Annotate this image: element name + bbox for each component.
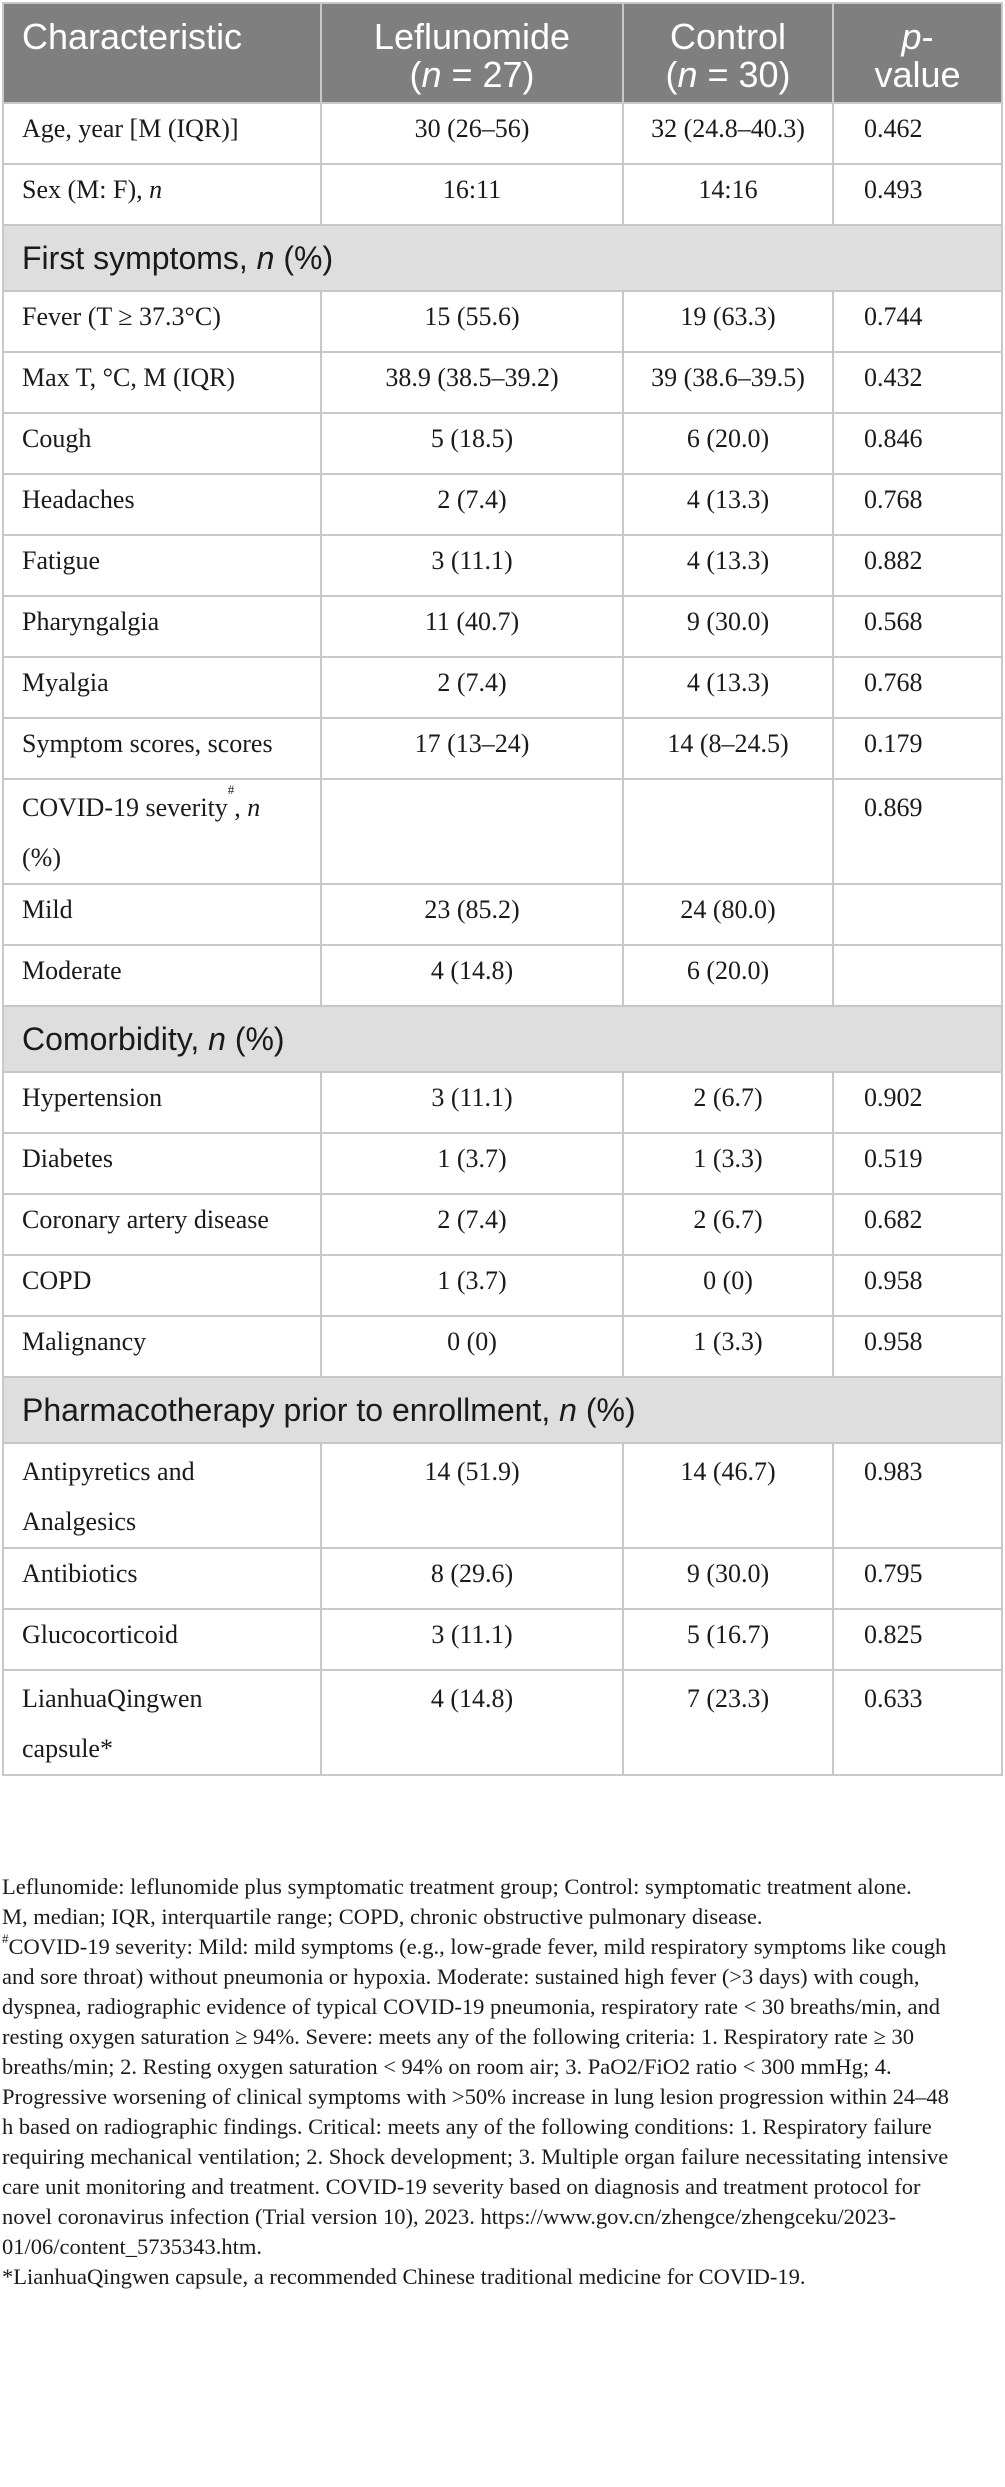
row-label: Max T, °C, M (IQR) bbox=[3, 352, 321, 413]
table-row bbox=[3, 1255, 1002, 1316]
row-label: Pharyngalgia bbox=[3, 596, 321, 657]
control-value: 14:16 bbox=[623, 164, 833, 225]
leflunomide-value: 30 (26–56) bbox=[321, 103, 623, 164]
p-value: 0.958 bbox=[833, 1316, 1002, 1377]
control-value: 0 (0) bbox=[623, 1255, 833, 1316]
header-control-count: = 30) bbox=[697, 54, 791, 95]
row-label: Glucocorticoid bbox=[3, 1609, 321, 1670]
header-leflunomide-n: n bbox=[421, 54, 442, 95]
control-value: 32 (24.8–40.3) bbox=[623, 103, 833, 164]
leflunomide-value: 3 (11.1) bbox=[321, 1609, 623, 1670]
header-control-open: ( bbox=[665, 54, 678, 95]
p-value bbox=[833, 945, 1002, 1006]
row-label: Antibiotics bbox=[3, 1548, 321, 1609]
leflunomide-value: 1 (3.7) bbox=[321, 1133, 623, 1194]
row-label: Myalgia bbox=[3, 657, 321, 718]
section-title bbox=[3, 225, 1002, 291]
table-row bbox=[3, 945, 1002, 1006]
p-value: 0.902 bbox=[833, 1072, 1002, 1133]
row-label bbox=[3, 164, 321, 225]
leflunomide-value: 3 (11.1) bbox=[321, 1072, 623, 1133]
row-label-text: Sex (M: F), bbox=[22, 175, 150, 204]
control-value: 2 (6.7) bbox=[623, 1194, 833, 1255]
table-row-severity bbox=[3, 779, 1002, 884]
table-footnotes bbox=[2, 1872, 962, 2292]
p-value: 0.744 bbox=[833, 291, 1002, 352]
header-control-title: Control bbox=[669, 16, 787, 57]
header-p: p bbox=[901, 16, 922, 57]
p-value: 0.682 bbox=[833, 1194, 1002, 1255]
table-row bbox=[3, 1609, 1002, 1670]
control-value: 5 (16.7) bbox=[623, 1609, 833, 1670]
control-value: 9 (30.0) bbox=[623, 1548, 833, 1609]
section-n: n bbox=[559, 1392, 577, 1428]
row-label: Diabetes bbox=[3, 1133, 321, 1194]
row-label bbox=[3, 779, 321, 884]
table-row bbox=[3, 291, 1002, 352]
p-value: 0.983 bbox=[833, 1443, 1002, 1548]
table-row bbox=[3, 1670, 1002, 1775]
p-value: 0.633 bbox=[833, 1670, 1002, 1775]
control-value: 39 (38.6–39.5) bbox=[623, 352, 833, 413]
leflunomide-value: 17 (13–24) bbox=[321, 718, 623, 779]
control-value: 6 (20.0) bbox=[623, 413, 833, 474]
leflunomide-value: 4 (14.8) bbox=[321, 1670, 623, 1775]
row-label: COPD bbox=[3, 1255, 321, 1316]
table-row bbox=[3, 474, 1002, 535]
p-value: 0.179 bbox=[833, 718, 1002, 779]
control-value: 1 (3.3) bbox=[623, 1133, 833, 1194]
leflunomide-value: 4 (14.8) bbox=[321, 945, 623, 1006]
footnote-severity-mark: # bbox=[2, 1931, 9, 1946]
section-n: n bbox=[256, 240, 275, 276]
table-row bbox=[3, 535, 1002, 596]
section-label: Comorbidity, bbox=[22, 1021, 209, 1057]
header-value: value bbox=[874, 54, 961, 95]
p-value: 0.795 bbox=[833, 1548, 1002, 1609]
section-pct: (%) bbox=[225, 1021, 285, 1057]
control-value: 1 (3.3) bbox=[623, 1316, 833, 1377]
header-leflunomide-open: ( bbox=[409, 54, 422, 95]
table-row bbox=[3, 164, 1002, 225]
severity-label: COVID-19 severity bbox=[22, 793, 228, 822]
control-value: 4 (13.3) bbox=[623, 535, 833, 596]
control-value: 4 (13.3) bbox=[623, 474, 833, 535]
table-row bbox=[3, 1443, 1002, 1548]
control-value: 4 (13.3) bbox=[623, 657, 833, 718]
table-row bbox=[3, 596, 1002, 657]
footnote-lianhua: *LianhuaQingwen capsule, a recommended Chinese traditional medicine for COVID-19. bbox=[2, 2264, 806, 2289]
table-row bbox=[3, 1548, 1002, 1609]
table-row bbox=[3, 657, 1002, 718]
p-value: 0.869 bbox=[833, 779, 1002, 884]
table-row bbox=[3, 1194, 1002, 1255]
row-label: Coronary artery disease bbox=[3, 1194, 321, 1255]
p-value: 0.958 bbox=[833, 1255, 1002, 1316]
row-label: Age, year [M (IQR)] bbox=[3, 103, 321, 164]
p-value: 0.825 bbox=[833, 1609, 1002, 1670]
section-pct: (%) bbox=[274, 240, 334, 276]
table-row bbox=[3, 1072, 1002, 1133]
p-value: 0.493 bbox=[833, 164, 1002, 225]
section-label: First symptoms, bbox=[22, 240, 257, 276]
row-label: Headaches bbox=[3, 474, 321, 535]
footnote-severity bbox=[2, 1932, 962, 2262]
leflunomide-value: 8 (29.6) bbox=[321, 1548, 623, 1609]
row-label-line1: LianhuaQingwen bbox=[22, 1684, 203, 1713]
row-label: Moderate bbox=[3, 945, 321, 1006]
row-label bbox=[3, 1670, 321, 1775]
header-characteristic: Characteristic bbox=[3, 3, 321, 103]
severity-comma: , bbox=[234, 793, 248, 822]
row-label-line2: capsule* bbox=[22, 1734, 113, 1763]
p-value: 0.432 bbox=[833, 352, 1002, 413]
control-value: 9 (30.0) bbox=[623, 596, 833, 657]
p-value: 0.519 bbox=[833, 1133, 1002, 1194]
leflunomide-value: 3 (11.1) bbox=[321, 535, 623, 596]
leflunomide-value: 2 (7.4) bbox=[321, 474, 623, 535]
p-value bbox=[833, 884, 1002, 945]
leflunomide-value: 16:11 bbox=[321, 164, 623, 225]
section-label: Pharmacotherapy prior to enrollment, bbox=[22, 1392, 560, 1428]
table-row bbox=[3, 1316, 1002, 1377]
footnote-severity-text: COVID-19 severity: Mild: mild symptoms (e.g., low-grade fever, mild respiratory symptoms like cough and sore throat) without pneumonia or hypoxia. Moderate: sustained high fever (>3 days) with cough, dyspnea, radiographic evidence of typical COVID-19 pneumonia, respiratory rate < 30 breaths/min, and resting oxygen saturation ≥ 94%. Severe: meets any of the following criteria: 1. Respiratory rate ≥ 30 breaths/min; 2. Resting oxygen saturation < 94% on room air; 3. PaO2/FiO2 ratio < 300 mmHg; 4. Progressive worsening of clinical symptoms with >50% increase in lung lesion progression within 24–48 h based on radiographic findings. Critical: meets any of the following conditions: 1. Respiratory failure requiring mechanical ventilation; 2. Shock development; 3. Multiple organ failure necessitating intensive care unit monitoring and treatment. COVID-19 severity based on diagnosis and treatment protocol for novel coronavirus infection (Trial version 10), 2023. https://www.gov.cn/zhengce/zhengceku/2023-01/06/content_5735343.htm. bbox=[2, 1934, 949, 2259]
header-control bbox=[623, 3, 833, 103]
control-value bbox=[623, 779, 833, 884]
p-value: 0.768 bbox=[833, 657, 1002, 718]
footnote-abbreviations: M, median; IQR, interquartile range; COPD, chronic obstructive pulmonary disease. bbox=[2, 1904, 763, 1929]
header-row bbox=[3, 3, 1002, 103]
row-label: Symptom scores, scores bbox=[3, 718, 321, 779]
leflunomide-value: 5 (18.5) bbox=[321, 413, 623, 474]
p-value: 0.462 bbox=[833, 103, 1002, 164]
leflunomide-value: 11 (40.7) bbox=[321, 596, 623, 657]
section-header-pharmacotherapy bbox=[3, 1377, 1002, 1443]
row-label: Malignancy bbox=[3, 1316, 321, 1377]
header-leflunomide-title: Leflunomide bbox=[373, 16, 571, 57]
baseline-characteristics-table bbox=[2, 2, 1003, 1776]
row-label: Cough bbox=[3, 413, 321, 474]
control-value: 14 (46.7) bbox=[623, 1443, 833, 1548]
table-row bbox=[3, 413, 1002, 474]
leflunomide-value: 2 (7.4) bbox=[321, 1194, 623, 1255]
section-pct: (%) bbox=[576, 1392, 636, 1428]
p-value: 0.768 bbox=[833, 474, 1002, 535]
control-value: 2 (6.7) bbox=[623, 1072, 833, 1133]
table-row bbox=[3, 103, 1002, 164]
row-label: Fatigue bbox=[3, 535, 321, 596]
control-value: 19 (63.3) bbox=[623, 291, 833, 352]
p-value: 0.568 bbox=[833, 596, 1002, 657]
control-value: 24 (80.0) bbox=[623, 884, 833, 945]
leflunomide-value: 2 (7.4) bbox=[321, 657, 623, 718]
section-title bbox=[3, 1377, 1002, 1443]
leflunomide-value: 15 (55.6) bbox=[321, 291, 623, 352]
header-leflunomide bbox=[321, 3, 623, 103]
section-n: n bbox=[208, 1021, 226, 1057]
section-header-comorbidity bbox=[3, 1006, 1002, 1072]
header-control-n: n bbox=[677, 54, 698, 95]
control-value: 14 (8–24.5) bbox=[623, 718, 833, 779]
leflunomide-value: 0 (0) bbox=[321, 1316, 623, 1377]
severity-footnote-mark: # bbox=[227, 782, 235, 797]
row-label-n: n bbox=[149, 175, 163, 204]
row-label: Mild bbox=[3, 884, 321, 945]
section-header-first-symptoms bbox=[3, 225, 1002, 291]
footnote-groups: Leflunomide: leflunomide plus symptomatic treatment group; Control: symptomatic treatment alone. bbox=[2, 1874, 912, 1899]
control-value: 6 (20.0) bbox=[623, 945, 833, 1006]
severity-n: n bbox=[247, 793, 261, 822]
header-leflunomide-count: = 27) bbox=[441, 54, 535, 95]
table-row bbox=[3, 352, 1002, 413]
row-label: Fever (T ≥ 37.3°C) bbox=[3, 291, 321, 352]
row-label bbox=[3, 1443, 321, 1548]
section-title bbox=[3, 1006, 1002, 1072]
table-row bbox=[3, 1133, 1002, 1194]
severity-pct: (%) bbox=[22, 843, 61, 872]
p-value: 0.846 bbox=[833, 413, 1002, 474]
table-row bbox=[3, 884, 1002, 945]
leflunomide-value: 38.9 (38.5–39.2) bbox=[321, 352, 623, 413]
row-label: Hypertension bbox=[3, 1072, 321, 1133]
leflunomide-value: 1 (3.7) bbox=[321, 1255, 623, 1316]
row-label-line1: Antipyretics and bbox=[22, 1457, 195, 1486]
header-p-dash: - bbox=[921, 16, 934, 57]
row-label-line2: Analgesics bbox=[22, 1507, 137, 1536]
leflunomide-value bbox=[321, 779, 623, 884]
leflunomide-value: 14 (51.9) bbox=[321, 1443, 623, 1548]
p-value: 0.882 bbox=[833, 535, 1002, 596]
table-row bbox=[3, 718, 1002, 779]
header-p-value bbox=[833, 3, 1002, 103]
control-value: 7 (23.3) bbox=[623, 1670, 833, 1775]
leflunomide-value: 23 (85.2) bbox=[321, 884, 623, 945]
